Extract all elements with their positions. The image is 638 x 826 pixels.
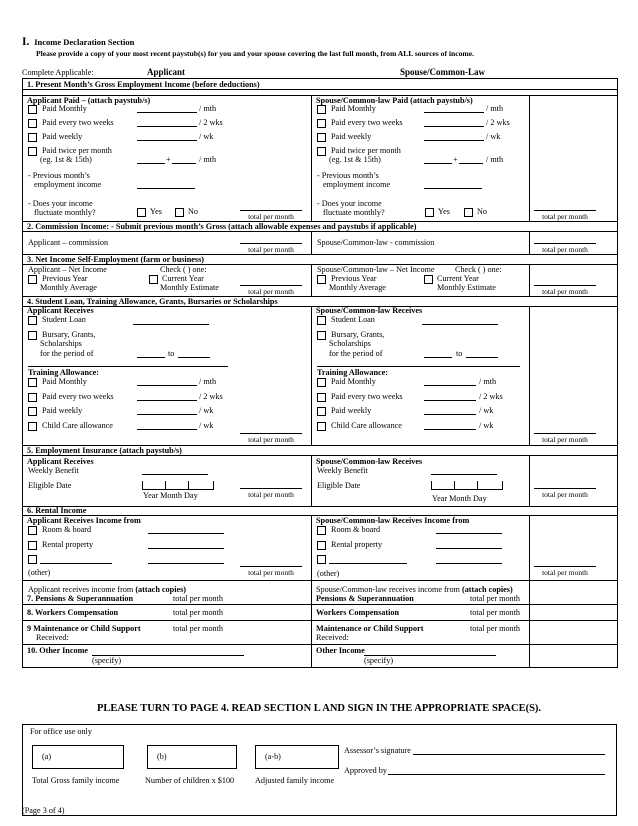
s3-spouse-net-income: Spouse/Common-law – Net Income (317, 265, 435, 274)
s4-sp-student-loan: Student Loan (331, 315, 375, 324)
turn-page-notice: PLEASE TURN TO PAGE 4. READ SECTION L AND SIGN IN THE APPROPRIATE SPACE(S). (96, 703, 542, 714)
s6-sp-rental-property: Rental property (331, 540, 383, 549)
s1-sp-twice-field-1[interactable] (424, 163, 452, 164)
s1-app-paid-weekly-label: Paid weekly (42, 132, 83, 141)
s5-app-total-per-month[interactable]: total per month (240, 488, 302, 499)
s1-app-twice-mth-unit: / mth (199, 155, 217, 164)
complete-applicable-label: Complete Applicable: (22, 68, 94, 77)
s5-sp-total-per-month[interactable]: total per month (534, 488, 596, 499)
s1-sp-fluctuate-yes-checkbox[interactable] (425, 208, 434, 217)
assessor-signature-field[interactable] (413, 754, 605, 755)
s1-sp-paid-monthly-label: Paid Monthly (331, 104, 376, 113)
s1-sp-weekly-field[interactable] (424, 140, 484, 141)
s10-sp-specify: (specify) (364, 656, 394, 665)
s1-app-paid-twice-label: Paid twice per month (42, 146, 112, 155)
approved-by-field[interactable] (388, 774, 605, 775)
section-5-title: 5. Employment Insurance (attach paystub/s) (27, 446, 182, 455)
s1-sp-plus: + (453, 155, 458, 164)
s1-app-twice-field-1[interactable] (137, 163, 165, 164)
s5-app-eligible-date: Eligible Date (28, 481, 72, 490)
s4-sp-training-weekly-checkbox[interactable] (317, 407, 326, 416)
s4-sp-training-2wks: / 2 wks (479, 392, 503, 401)
s4-app-student-loan-field[interactable] (133, 324, 209, 325)
s4-app-period-from[interactable] (137, 357, 165, 358)
s10-app-specify: (specify) (92, 656, 122, 665)
s6-sp-other-amount-field[interactable] (436, 563, 502, 564)
s1-sp-monthly-field[interactable] (424, 112, 484, 113)
s4-sp-training-biweekly-checkbox[interactable] (317, 393, 326, 402)
s5-app-date-boxes[interactable] (142, 481, 214, 490)
s7-app-total[interactable]: total per month (173, 594, 224, 603)
s4-app-student-loan: Student Loan (42, 315, 86, 324)
s1-app-total-per-month[interactable]: total per month (240, 210, 302, 221)
s1-app-paid-monthly-checkbox[interactable] (28, 105, 37, 114)
s3-applicant-net-income: Applicant – Net Income (28, 265, 107, 274)
s1-app-2wks-unit: / 2 wks (199, 118, 223, 127)
s1-sp-paid-twice-label: Paid twice per month (331, 146, 401, 155)
s6-app-total-per-month[interactable]: total per month (240, 566, 302, 577)
s1-sp-total-per-month[interactable]: total per month (534, 210, 596, 221)
s1-app-weekly-field[interactable] (137, 140, 197, 141)
s5-app-weekly-benefit-field[interactable] (142, 474, 208, 475)
s5-app-weekly-benefit: Weekly Benefit (28, 466, 79, 475)
s4-app-training-biweekly: Paid every two weeks (42, 392, 114, 401)
s4-app-training-monthly-checkbox[interactable] (28, 378, 37, 387)
s4-sp-child-care-checkbox[interactable] (317, 422, 326, 431)
s4-app-bursary-checkbox[interactable] (28, 331, 37, 340)
s8-sp-total[interactable]: total per month (470, 608, 521, 617)
s4-app-child-care-field[interactable] (137, 429, 197, 430)
s9-sp-total[interactable]: total per month (470, 624, 521, 633)
s4-sp-training-monthly: Paid Monthly (331, 377, 376, 386)
section-roman: I. (22, 36, 30, 48)
s6-sp-other-checkbox[interactable] (317, 555, 326, 564)
s5-sp-weekly-benefit: Weekly Benefit (317, 466, 368, 475)
s4-app-training-weekly: Paid weekly (42, 406, 83, 415)
s4-app-training-heading: Training Allowance: (28, 368, 100, 377)
office-children: Number of children x $100 (145, 776, 235, 785)
s1-app-paid-twice-checkbox[interactable] (28, 147, 37, 156)
s1-sp-previous-month: - Previous month’s (317, 171, 379, 180)
s1-spouse-heading: Spouse/Common-law Paid (attach paystub/s) (316, 96, 473, 105)
s4-sp-training-biweekly-field[interactable] (424, 400, 476, 401)
s3-app-previous-year-checkbox[interactable] (28, 275, 37, 284)
s6-app-rental-property: Rental property (42, 540, 94, 549)
s3-app-current-year: Current Year (162, 274, 204, 283)
s6-app-other-label: (other) (28, 568, 51, 577)
s1-sp-fluctuate-no-checkbox[interactable] (464, 208, 473, 217)
s8-sp-title: Workers Compensation (316, 608, 400, 617)
s4-app-training-mth: / mth (199, 377, 217, 386)
s3-sp-monthly-average: Monthly Average (329, 283, 386, 292)
s4-app-child-care-checkbox[interactable] (28, 422, 37, 431)
office-adjusted: Adjusted family income (255, 776, 335, 785)
s6-sp-room-board: Room & board (331, 525, 381, 534)
s4-sp-child-care-wk: / wk (479, 421, 494, 430)
s1-sp-paid-biweekly-label: Paid every two weeks (331, 118, 403, 127)
s1-app-monthly-field[interactable] (137, 112, 197, 113)
s1-app-wk-unit: / wk (199, 132, 214, 141)
office-use-label: For office use only (30, 727, 92, 736)
s4-sp-training-monthly-checkbox[interactable] (317, 378, 326, 387)
office-b-label: (b) (157, 752, 167, 761)
s4-sp-total-per-month[interactable]: total per month (534, 433, 596, 444)
s4-app-to: to (168, 349, 175, 358)
s4-sp-divider (317, 366, 520, 367)
s2-sp-total-per-month[interactable]: total per month (534, 243, 596, 254)
s4-app-training-biweekly-checkbox[interactable] (28, 393, 37, 402)
s4-sp-period-to[interactable] (466, 357, 498, 358)
s4-app-training-weekly-field[interactable] (137, 414, 197, 415)
s3-sp-previous-year-checkbox[interactable] (317, 275, 326, 284)
section-3-title: 3. Net Income Self-Employment (farm or business) (27, 255, 204, 264)
s6-app-room-board-checkbox[interactable] (28, 526, 37, 535)
s6-sp-rental-property-checkbox[interactable] (317, 541, 326, 550)
s1-sp-wk-unit: / wk (486, 132, 501, 141)
s5-spouse-heading: Spouse/Common-law Receives (316, 457, 423, 466)
s1-sp-no-label: No (477, 207, 488, 216)
s7-sp-receives: Spouse/Common-law receives income from (316, 585, 460, 594)
s4-sp-to: to (456, 349, 463, 358)
s6-sp-other-label: (other) (317, 569, 340, 578)
spouse-column-heading: Spouse/Common-Law (400, 67, 486, 77)
s1-app-yes-label: Yes (150, 207, 162, 216)
s1-sp-paid-weekly-checkbox[interactable] (317, 133, 326, 142)
s4-sp-training-biweekly: Paid every two weeks (331, 392, 403, 401)
s1-app-paid-biweekly-label: Paid every two weeks (42, 118, 114, 127)
office-total-gross: Total Gross family income (32, 776, 120, 785)
section-instruction: Please provide a copy of your most recent paystub(s) for you and your spouse covering the last full month, from ALL sources of income. (36, 49, 474, 58)
s4-sp-training-weekly: Paid weekly (331, 406, 372, 415)
s4-spouse-heading: Spouse/Common-law Receives (316, 306, 423, 315)
s4-app-training-2wks: / 2 wks (199, 392, 223, 401)
s5-sp-year-month-day: Year Month Day (432, 494, 487, 503)
s10-title: 10. Other Income (27, 646, 89, 655)
s1-sp-paid-weekly-label: Paid weekly (331, 132, 372, 141)
s6-sp-room-board-checkbox[interactable] (317, 526, 326, 535)
s9-app-total[interactable]: total per month (173, 624, 224, 633)
s4-sp-bursary-line1: Bursary, Grants, (331, 330, 385, 339)
s1-sp-paid-monthly-checkbox[interactable] (317, 105, 326, 114)
s3-sp-current-year: Current Year (437, 274, 479, 283)
s4-app-divider (28, 366, 228, 367)
page-number: (Page 3 of 4) (22, 806, 65, 815)
s6-app-room-board: Room & board (42, 525, 92, 534)
s4-sp-training-weekly-field[interactable] (424, 414, 476, 415)
s4-sp-student-loan-checkbox[interactable] (317, 316, 326, 325)
s1-sp-fluctuate: fluctuate monthly? (323, 208, 385, 217)
s6-applicant-heading: Applicant Receives Income from (27, 516, 141, 525)
s1-app-fluctuate: fluctuate monthly? (34, 208, 96, 217)
s1-sp-previous-field[interactable] (424, 188, 482, 189)
s6-app-room-board-field[interactable] (148, 533, 224, 534)
assessor-signature-label: Assessor’s signature (344, 746, 411, 755)
s4-app-period-to[interactable] (178, 357, 210, 358)
s1-app-fluctuate-yes-checkbox[interactable] (137, 208, 146, 217)
s1-app-no-label: No (188, 207, 199, 216)
s4-app-child-care-wk: / wk (199, 421, 214, 430)
s1-app-paid-weekly-checkbox[interactable] (28, 133, 37, 142)
s1-sp-biweekly-field[interactable] (424, 126, 484, 127)
office-ab-label: (a-b) (265, 752, 281, 761)
s4-app-for-period: for the period of (40, 349, 94, 358)
s6-sp-total-per-month[interactable]: total per month (534, 566, 596, 577)
s3-app-current-year-checkbox[interactable] (149, 275, 158, 284)
s8-title: 8. Workers Compensation (27, 608, 119, 617)
s1-app-plus: + (166, 155, 171, 164)
s4-app-training-biweekly-field[interactable] (137, 400, 197, 401)
applicant-column-heading: Applicant (147, 67, 186, 77)
s6-sp-other-name-field[interactable] (329, 563, 407, 564)
s1-sp-paid-twice-checkbox[interactable] (317, 147, 326, 156)
s6-app-other-checkbox[interactable] (28, 555, 37, 564)
s3-app-monthly-average: Monthly Average (40, 283, 97, 292)
s4-app-bursary-line1: Bursary, Grants, (42, 330, 96, 339)
s6-app-other-name-field[interactable] (40, 563, 112, 564)
s9-sp-received: Received: (316, 633, 349, 642)
s2-applicant-commission: Applicant – commission (28, 238, 109, 247)
s6-app-rental-property-field[interactable] (148, 548, 224, 549)
s1-app-paid-biweekly-checkbox[interactable] (28, 119, 37, 128)
s5-applicant-heading: Applicant Receives (27, 457, 94, 466)
s4-app-child-care: Child Care allowance (42, 421, 113, 430)
s7-app-receives: Applicant receives income from (28, 585, 134, 594)
s1-sp-2wks-unit: / 2 wks (486, 118, 510, 127)
s10-sp-title: Other Income (316, 646, 365, 655)
s9-title: 9 Maintenance or Child Support (27, 624, 141, 633)
s4-sp-for-period: for the period of (329, 349, 383, 358)
s4-sp-bursary-line2: Scholarships (329, 339, 371, 348)
s4-app-bursary-line2: Scholarships (40, 339, 82, 348)
s5-app-year-month-day: Year Month Day (143, 491, 198, 500)
s5-sp-weekly-benefit-field[interactable] (431, 474, 497, 475)
s6-spouse-heading: Spouse/Common-law Receives Income from (316, 516, 470, 525)
s4-app-training-weekly-checkbox[interactable] (28, 407, 37, 416)
s1-app-paid-monthly-label: Paid Monthly (42, 104, 87, 113)
section-4-title: 4. Student Loan, Training Allowance, Grants, Bursaries or Scholarships (27, 297, 278, 306)
s3-sp-current-year-checkbox[interactable] (424, 275, 433, 284)
s4-app-student-loan-checkbox[interactable] (28, 316, 37, 325)
s1-sp-employment-income: employment income (323, 180, 391, 189)
s1-app-mth-unit: / mth (199, 104, 217, 113)
s3-app-check-one: Check ( ) one: (160, 265, 207, 274)
s4-sp-training-mth: / mth (479, 377, 497, 386)
s4-sp-training-monthly-field[interactable] (424, 385, 476, 386)
s4-app-training-monthly: Paid Monthly (42, 377, 87, 386)
s3-sp-check-one: Check ( ) one: (455, 265, 502, 274)
s7-sp-total[interactable]: total per month (470, 594, 521, 603)
s9-app-received: Received: (36, 633, 69, 642)
s4-sp-training-wk: / wk (479, 406, 494, 415)
s6-app-other-amount-field[interactable] (148, 563, 224, 564)
s4-sp-student-loan-field[interactable] (422, 324, 498, 325)
s5-sp-date-boxes[interactable] (431, 481, 503, 490)
s1-sp-does-income: - Does your income (317, 199, 382, 208)
section-2-title: 2. Commission Income: - Submit previous month’s Gross (attach allowable expenses and paystubs if applicable) (27, 222, 417, 231)
s3-app-total-per-month[interactable]: total per month (240, 285, 302, 296)
s4-app-total-per-month[interactable]: total per month (240, 433, 302, 444)
s9-sp-title: Maintenance or Child Support (316, 624, 424, 633)
s3-app-monthly-estimate: Monthly Estimate (160, 283, 219, 292)
approved-by-label: Approved by (344, 766, 387, 775)
s3-app-previous-year: Previous Year (42, 274, 88, 283)
office-use-box (22, 724, 617, 816)
s6-sp-room-board-field[interactable] (436, 533, 502, 534)
s4-app-training-wk: / wk (199, 406, 214, 415)
s6-app-rental-property-checkbox[interactable] (28, 541, 37, 550)
s1-sp-paid-biweekly-checkbox[interactable] (317, 119, 326, 128)
s1-app-previous-month: - Previous month’s (28, 171, 90, 180)
s7-title: 7. Pensions & Superannuation (27, 594, 134, 603)
s1-applicant-heading: Applicant Paid – (attach paystub/s) (27, 96, 151, 105)
s4-sp-bursary-checkbox[interactable] (317, 331, 326, 340)
s3-sp-monthly-estimate: Monthly Estimate (437, 283, 496, 292)
s5-sp-eligible-date: Eligible Date (317, 481, 361, 490)
s1-app-fluctuate-no-checkbox[interactable] (175, 208, 184, 217)
s1-sp-twice-mth-unit: / mth (486, 155, 504, 164)
s4-applicant-heading: Applicant Receives (27, 306, 94, 315)
section-1-title: 1. Present Month’s Gross Employment Income (before deductions) (27, 80, 260, 89)
s6-sp-rental-property-field[interactable] (436, 548, 502, 549)
s3-sp-total-per-month[interactable]: total per month (534, 285, 596, 296)
s7-sp-attach: (attach copies) (461, 585, 513, 594)
s1-app-does-income: - Does your income (28, 199, 93, 208)
s2-app-total-per-month[interactable]: total per month (240, 243, 302, 254)
s4-sp-period-from[interactable] (424, 357, 452, 358)
s1-app-twice-field-2[interactable] (172, 163, 196, 164)
s1-sp-mth-unit: / mth (486, 104, 504, 113)
s1-sp-yes-label: Yes (438, 207, 450, 216)
section-heading (22, 36, 134, 48)
s1-app-employment-income: employment income (34, 180, 102, 189)
s1-app-biweekly-field[interactable] (137, 126, 197, 127)
section-6-title: 6. Rental Income (27, 506, 87, 515)
s2-spouse-commission: Spouse/Common-law - commission (317, 238, 435, 247)
s1-sp-twice-field-2[interactable] (459, 163, 483, 164)
s3-sp-previous-year: Previous Year (331, 274, 377, 283)
s7-app-attach: (attach copies) (135, 585, 187, 594)
s1-sp-eg-dates: (eg. 1st & 15th) (329, 155, 381, 164)
s4-sp-child-care: Child Care allowance (331, 421, 402, 430)
section-title: Income Declaration Section (34, 37, 135, 47)
s1-app-previous-field[interactable] (137, 188, 195, 189)
s7-sp-title: Pensions & Superannuation (316, 594, 414, 603)
s8-app-total[interactable]: total per month (173, 608, 224, 617)
s4-sp-training-heading: Training Allowance: (317, 368, 389, 377)
s4-app-training-monthly-field[interactable] (137, 385, 197, 386)
s1-app-eg-dates: (eg. 1st & 15th) (40, 155, 92, 164)
s4-sp-child-care-field[interactable] (424, 429, 476, 430)
office-a-label: (a) (42, 752, 52, 761)
